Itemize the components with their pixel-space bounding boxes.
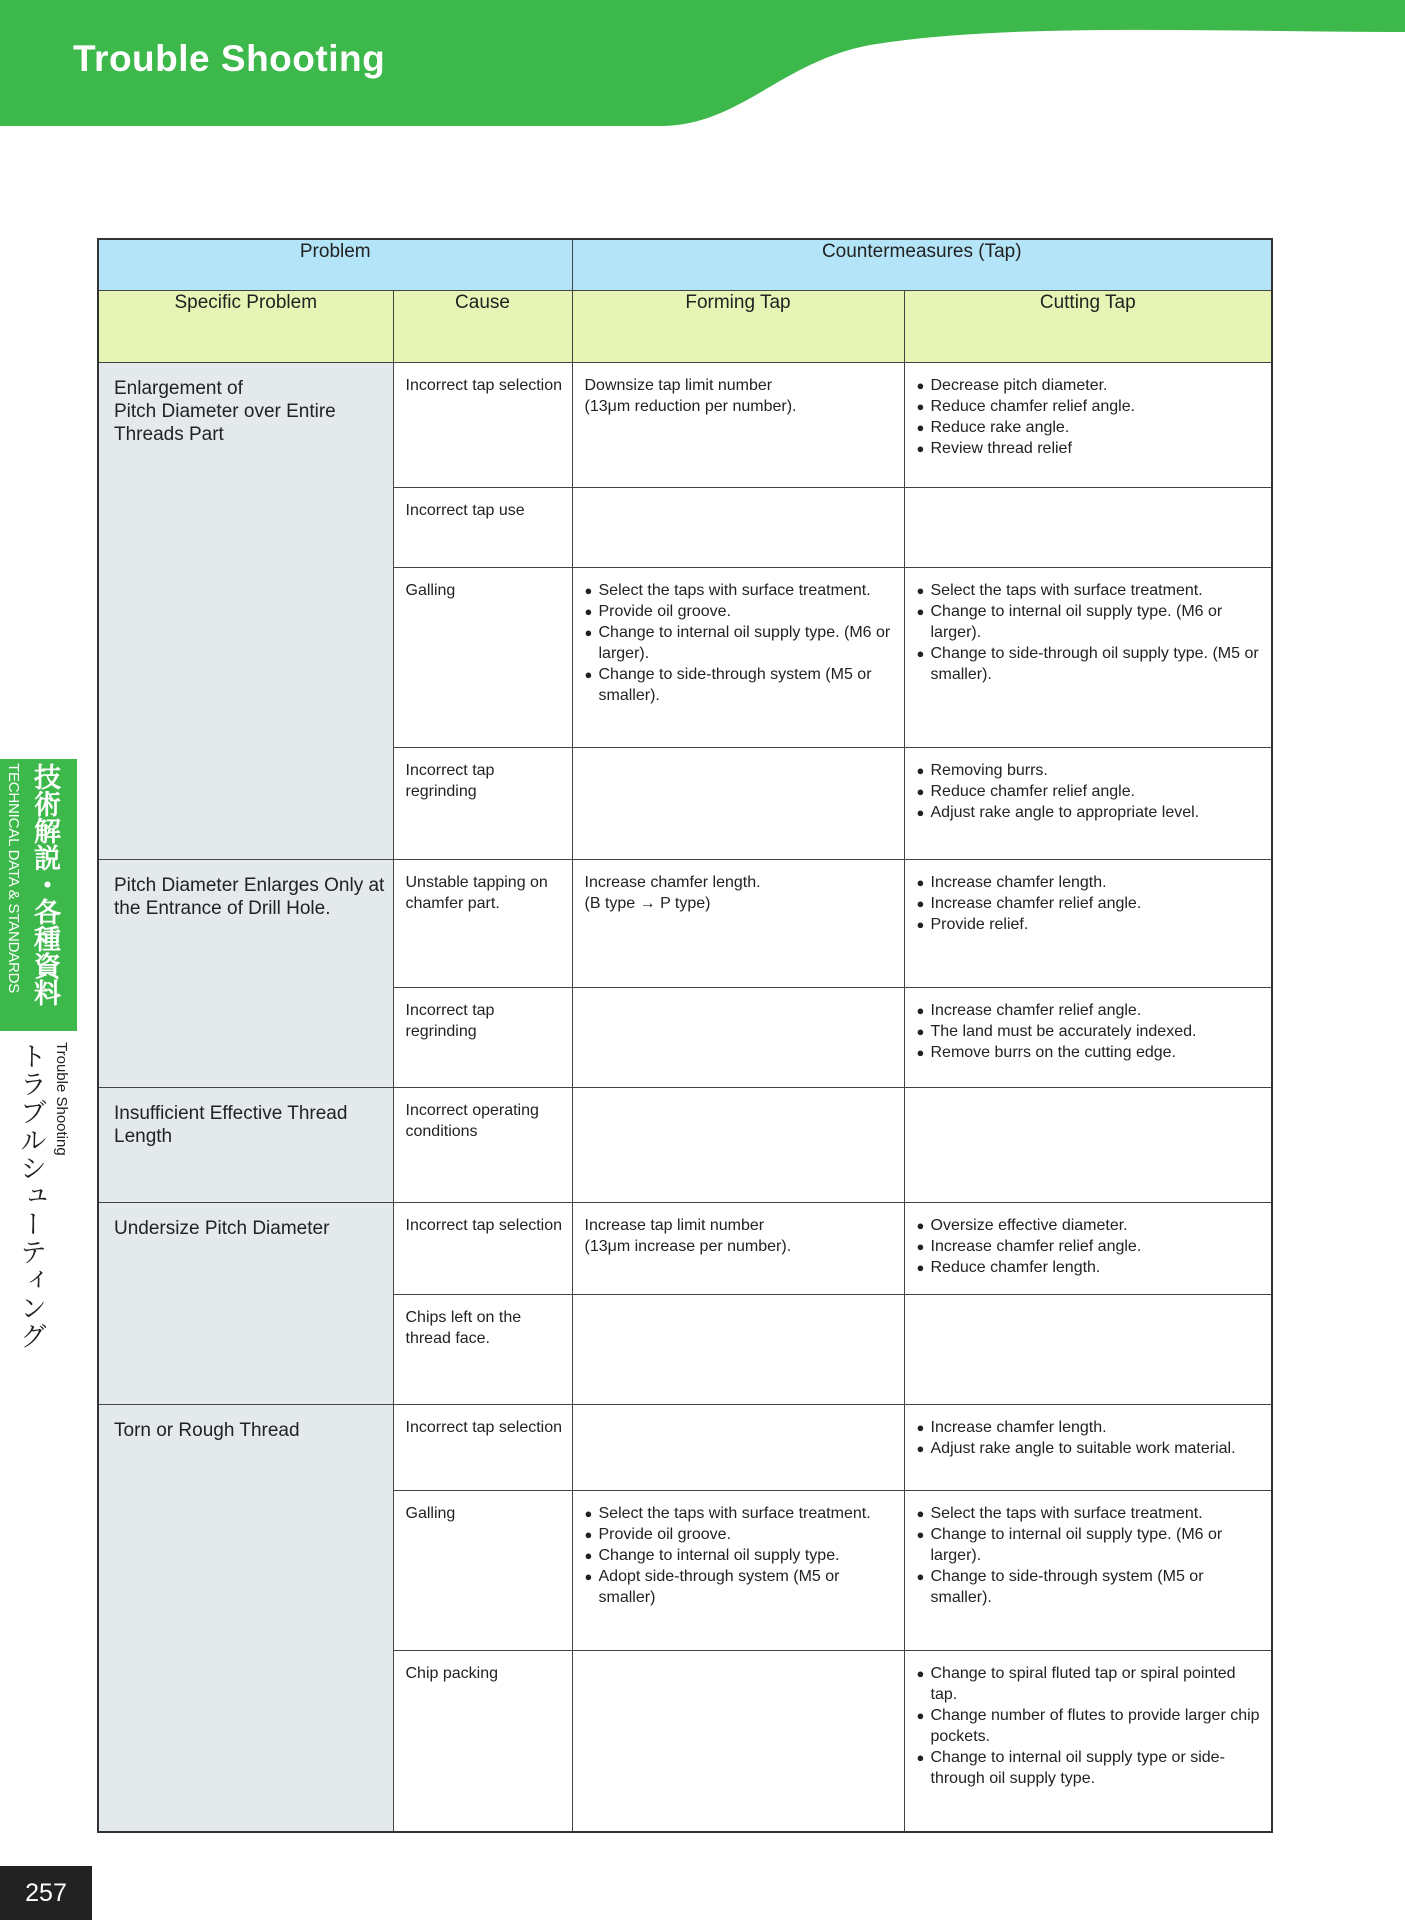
cause-cell: Incorrect tap regrinding <box>393 988 572 1088</box>
measure-item: ● Reduce chamfer length. <box>917 1257 1264 1278</box>
cutting-tap-cell <box>904 488 1272 568</box>
cutting-tap-cell <box>904 568 1272 748</box>
measure-item: ● Adjust rake angle to suitable work material. <box>917 1438 1264 1459</box>
measure-item: ● Increase chamfer relief angle. <box>917 1000 1264 1021</box>
forming-tap-cell <box>572 988 904 1088</box>
cause-cell: Incorrect tap selection <box>393 363 572 488</box>
measure-item: ● Provide relief. <box>917 914 1264 935</box>
cutting-tap-cell <box>904 1651 1272 1832</box>
table-body <box>98 363 1272 1832</box>
cutting-tap-cell <box>904 860 1272 988</box>
table-row <box>98 1088 1272 1203</box>
measure-item: ● Select the taps with surface treatment. <box>917 1503 1264 1524</box>
cutting-tap-cell <box>904 988 1272 1088</box>
table-row <box>98 363 1272 488</box>
forming-tap-cell <box>572 1295 904 1405</box>
specific-problem-text: Insufficient Effective Thread Length <box>114 1103 348 1147</box>
forming-tap-cell <box>572 860 904 988</box>
specific-problem-text: Pitch Diameter Enlarges Only at the Entrance of Drill Hole. <box>114 875 385 919</box>
measure-item: ● Change to side-through oil supply type. (M5 or smaller). <box>917 643 1264 685</box>
forming-tap-cell <box>572 1491 904 1651</box>
specific-problem-cell <box>98 1405 393 1832</box>
measure-item: ● Review thread relief <box>917 438 1264 459</box>
page-number: 257 <box>0 1866 92 1920</box>
cause-cell: Unstable tapping on chamfer part. <box>393 860 572 988</box>
side-section-tab <box>0 759 77 1031</box>
measure-text: Increase tap limit number <box>584 1217 765 1234</box>
measure-item: ● Change to internal oil supply type. (M6 or larger). <box>585 622 896 664</box>
measure-item: ● Change number of flutes to provide larger chip pockets. <box>917 1705 1264 1747</box>
measure-item: ● Increase chamfer length. <box>917 1417 1264 1438</box>
measure-item: ● Provide oil groove. <box>585 1524 896 1545</box>
side-tab-japanese: 技術解説・各種資料 <box>30 763 60 1006</box>
forming-tap-cell <box>572 1088 904 1203</box>
measure-item: ● Increase chamfer length. <box>917 872 1264 893</box>
measure-list <box>917 872 1264 935</box>
subheader-forming-tap: Forming Tap <box>572 291 904 363</box>
measure-item: ● Select the taps with surface treatment. <box>917 580 1264 601</box>
cutting-tap-cell <box>904 1203 1272 1295</box>
cause-cell: Incorrect tap selection <box>393 1405 572 1491</box>
header-countermeasures: Countermeasures (Tap) <box>572 239 1272 291</box>
measure-list <box>917 760 1264 823</box>
side-tab-english: TECHNICAL DATA & STANDARDS <box>5 763 22 994</box>
measure-item: ● Change to side-through system (M5 or smaller). <box>917 1566 1264 1608</box>
forming-tap-cell <box>572 1651 904 1832</box>
specific-problem-cell <box>98 363 393 860</box>
measure-list <box>917 1417 1264 1459</box>
cause-cell: Galling <box>393 1491 572 1651</box>
cause-cell: Chip packing <box>393 1651 572 1832</box>
forming-tap-cell <box>572 748 904 860</box>
specific-problem-cell <box>98 1203 393 1405</box>
measure-text: (13μm increase per number). <box>584 1238 792 1255</box>
specific-problem-text: Enlargement of <box>114 378 243 399</box>
measure-item: ● Reduce chamfer relief angle. <box>917 781 1264 802</box>
measure-item: ● Change to internal oil supply type. (M6 or larger). <box>917 1524 1264 1566</box>
measure-text: Downsize tap limit number <box>584 377 773 394</box>
forming-tap-cell <box>572 1203 904 1295</box>
measure-item: ● Select the taps with surface treatment. <box>585 1503 896 1524</box>
measure-item: ● Adopt side-through system (M5 or smaller) <box>585 1566 896 1608</box>
table-row <box>98 1405 1272 1491</box>
trouble-shooting-table <box>97 238 1273 1833</box>
measure-item: ● Change to side-through system (M5 or smaller). <box>585 664 896 706</box>
measure-item: ● Change to spiral fluted tap or spiral pointed tap. <box>917 1663 1264 1705</box>
measure-item: ● Decrease pitch diameter. <box>917 375 1264 396</box>
specific-problem-text: Pitch Diameter over Entire Threads Part <box>114 401 336 445</box>
specific-problem-text: Torn or Rough Thread <box>114 1420 300 1441</box>
header-problem: Problem <box>98 239 572 291</box>
cutting-tap-cell <box>904 1295 1272 1405</box>
specific-problem-cell <box>98 860 393 1088</box>
measure-list <box>917 580 1264 685</box>
side-subtitle-english: Trouble Shooting <box>53 1042 70 1156</box>
measure-item: ● Change to internal oil supply type. (M6 or larger). <box>917 601 1264 643</box>
measure-item: ● Oversize effective diameter. <box>917 1215 1264 1236</box>
measure-list <box>917 1663 1264 1789</box>
measure-item: ● Change to internal oil supply type or side-through oil supply type. <box>917 1747 1264 1789</box>
cause-cell: Incorrect tap selection <box>393 1203 572 1295</box>
measure-item: ● Reduce chamfer relief angle. <box>917 396 1264 417</box>
cutting-tap-cell <box>904 748 1272 860</box>
measure-list <box>917 375 1264 459</box>
page-title: Trouble Shooting <box>73 38 386 79</box>
forming-tap-cell <box>572 568 904 748</box>
forming-tap-cell <box>572 1405 904 1491</box>
specific-problem-cell <box>98 1088 393 1203</box>
measure-list <box>585 580 896 706</box>
subheader-cause: Cause <box>393 291 572 363</box>
measure-item: ● Increase chamfer relief angle. <box>917 1236 1264 1257</box>
measure-item: ● Increase chamfer relief angle. <box>917 893 1264 914</box>
measure-item: ● Removing burrs. <box>917 760 1264 781</box>
table-row <box>98 860 1272 988</box>
cause-cell: Chips left on the thread face. <box>393 1295 572 1405</box>
forming-tap-cell <box>572 363 904 488</box>
cause-cell: Incorrect tap use <box>393 488 572 568</box>
cause-cell: Galling <box>393 568 572 748</box>
subheader-specific-problem: Specific Problem <box>98 291 393 363</box>
page-header <box>0 0 1405 130</box>
measure-list <box>917 1215 1264 1278</box>
measure-item: ● Provide oil groove. <box>585 601 896 622</box>
measure-text: (13μm reduction per number). <box>584 398 797 415</box>
cause-cell: Incorrect tap regrinding <box>393 748 572 860</box>
cutting-tap-cell <box>904 1088 1272 1203</box>
measure-list <box>585 1503 896 1608</box>
measure-text: (B type → P type) <box>584 895 711 912</box>
cutting-tap-cell <box>904 363 1272 488</box>
side-subtitle <box>12 1042 70 1350</box>
cutting-tap-cell <box>904 1491 1272 1651</box>
measure-list <box>917 1503 1264 1608</box>
cutting-tap-cell <box>904 1405 1272 1491</box>
forming-tap-cell <box>572 488 904 568</box>
measure-item: ● Select the taps with surface treatment. <box>585 580 896 601</box>
measure-item: ● Reduce rake angle. <box>917 417 1264 438</box>
measure-item: ● Adjust rake angle to appropriate level. <box>917 802 1264 823</box>
measure-text: Increase chamfer length. <box>584 874 761 891</box>
side-subtitle-japanese: トラブルシューティング <box>16 1042 46 1350</box>
measure-list <box>917 1000 1264 1063</box>
cause-cell: Incorrect operating conditions <box>393 1088 572 1203</box>
subheader-cutting-tap: Cutting Tap <box>904 291 1272 363</box>
measure-item: ● Remove burrs on the cutting edge. <box>917 1042 1264 1063</box>
measure-item: ● Change to internal oil supply type. <box>585 1545 896 1566</box>
measure-item: ● The land must be accurately indexed. <box>917 1021 1264 1042</box>
table-row <box>98 1203 1272 1295</box>
specific-problem-text: Undersize Pitch Diameter <box>114 1218 330 1239</box>
